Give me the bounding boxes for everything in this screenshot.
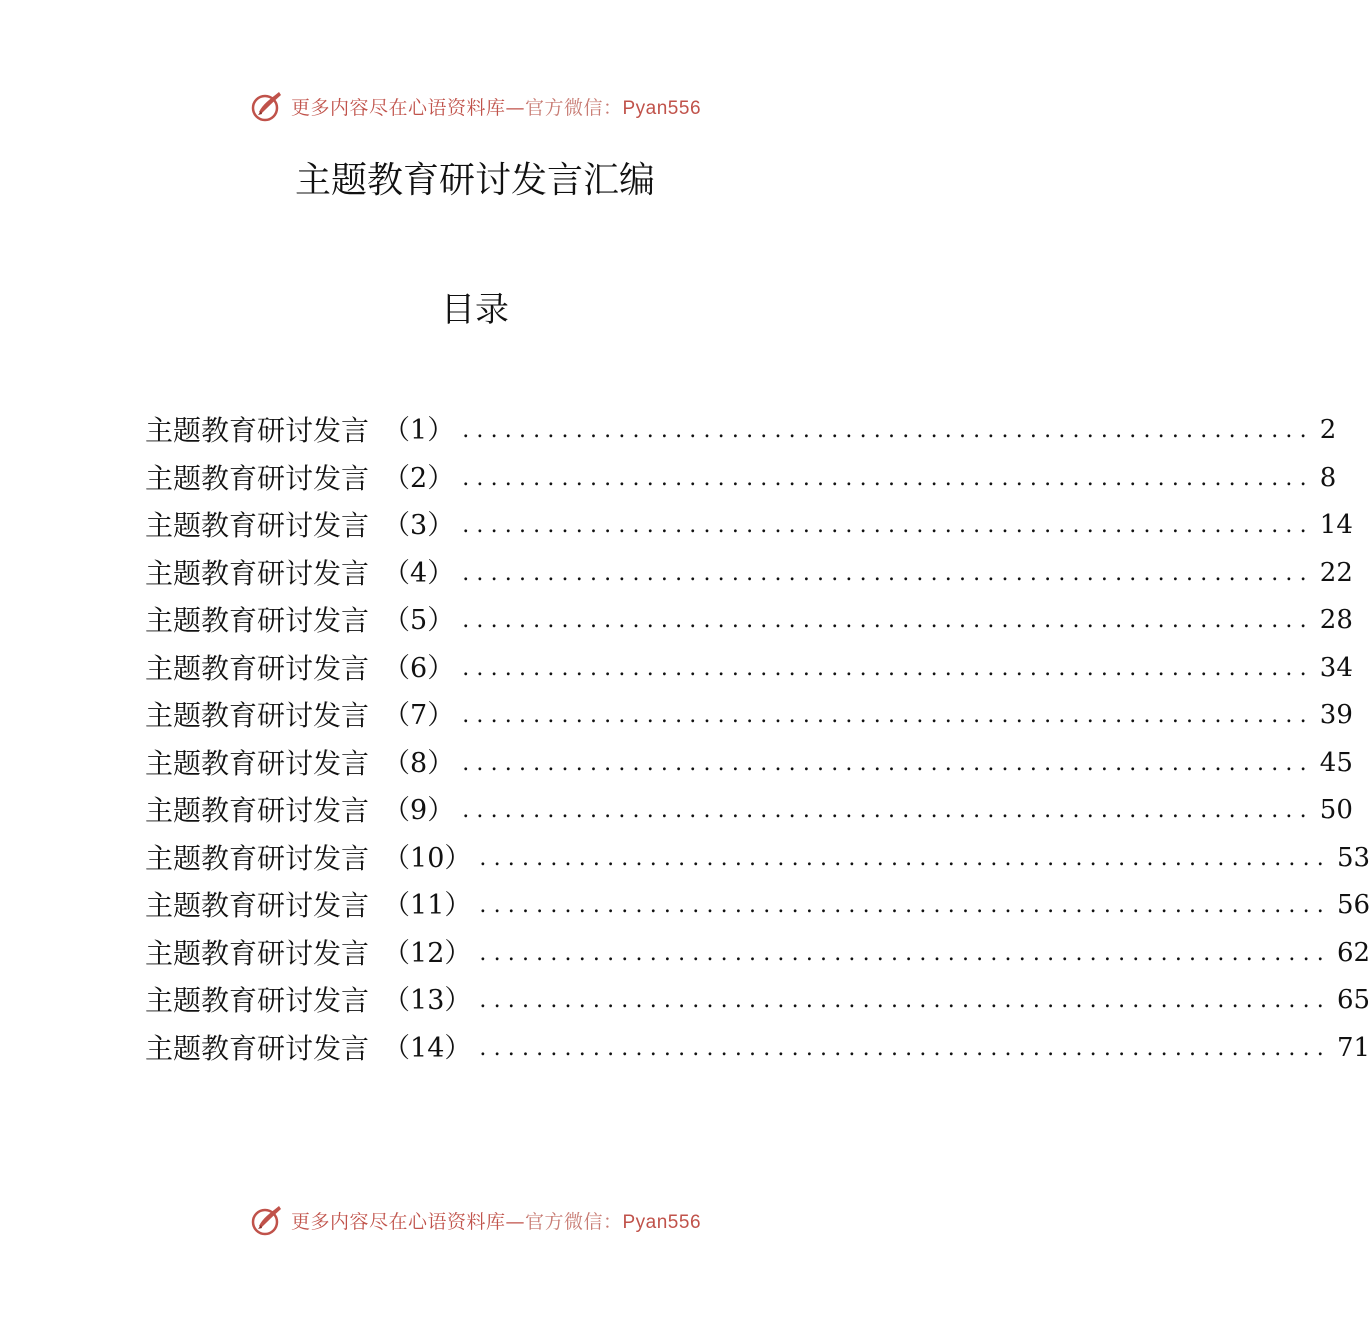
- toc-entry[interactable]: 主题教育研讨发言 （10） ............................................................ 53: [145, 835, 805, 883]
- toc-leader-dots: ............................................................: [479, 988, 1331, 1013]
- toc-page-number: 8: [1319, 462, 1337, 493]
- toc-page-number: 50: [1319, 795, 1353, 825]
- toc-entry[interactable]: 主题教育研讨发言 （11） ............................................................ 56: [145, 882, 805, 930]
- toc-leader-dots: ............................................................: [462, 465, 1314, 491]
- toc-page-number: 56: [1336, 890, 1370, 920]
- toc-leader-dots: ............................................................: [479, 940, 1331, 966]
- toc-entry[interactable]: 主题教育研讨发言 （9） ............................................................ 50: [145, 787, 805, 835]
- toc-page-number: 28: [1319, 605, 1353, 635]
- toc-entry[interactable]: 主题教育研讨发言 （2） ............................................................ 8: [145, 455, 805, 503]
- toc-page-number: 65: [1336, 985, 1370, 1015]
- toc-entry[interactable]: 主题教育研讨发言 （8） ............................................................ 45: [145, 740, 805, 788]
- toc-page-number: 2: [1319, 415, 1337, 445]
- toc-entry[interactable]: 主题教育研讨发言 （13） ............................................................ 65: [145, 977, 805, 1025]
- watermark-text: 更多内容尽在心语资料库—官方微信：Pyan556: [290, 96, 702, 119]
- table-of-contents: [145, 407, 1370, 1072]
- toc-entry[interactable]: 主题教育研讨发言 （3） ............................................................ 14: [145, 502, 805, 550]
- toc-leader-dots: ............................................................: [462, 608, 1314, 633]
- toc-entry[interactable]: 主题教育研讨发言 （1） ............................................................ 2: [145, 407, 805, 455]
- footer-watermark: [0, 1200, 950, 1240]
- toc-leader-dots: ............................................................: [462, 513, 1314, 538]
- toc-entry[interactable]: 主题教育研讨发言 （4） ............................................................ 22: [145, 550, 805, 598]
- toc-page-number: 14: [1319, 510, 1353, 540]
- toc-leader-dots: ............................................................: [479, 1035, 1331, 1061]
- toc-leader-dots: ............................................................: [479, 845, 1331, 871]
- toc-page-number: 22: [1319, 557, 1353, 588]
- pen-logo-icon: [249, 88, 285, 124]
- toc-entry[interactable]: 主题教育研讨发言 （14） ............................................................ 71: [145, 1025, 805, 1073]
- toc-leader-dots: ............................................................: [462, 418, 1314, 443]
- watermark-text: 更多内容尽在心语资料库—官方微信：Pyan556: [290, 1210, 702, 1233]
- toc-page-number: 53: [1336, 842, 1370, 873]
- toc-leader-dots: ............................................................: [462, 798, 1314, 823]
- toc-entry[interactable]: 主题教育研讨发言 （12） ............................................................ 62: [145, 930, 805, 978]
- toc-leader-dots: ............................................................: [479, 893, 1331, 918]
- toc-page-number: 62: [1336, 937, 1370, 968]
- toc-page-number: 45: [1319, 747, 1353, 778]
- toc-entry[interactable]: 主题教育研讨发言 （6） ............................................................ 34: [145, 645, 805, 693]
- toc-page-number: 71: [1336, 1032, 1370, 1063]
- toc-page-number: 34: [1319, 652, 1353, 683]
- document-title: 主题教育研讨发言汇编: [294, 160, 655, 201]
- toc-leader-dots: ............................................................: [462, 655, 1314, 681]
- toc-entry[interactable]: 主题教育研讨发言 （7） ............................................................ 39: [145, 692, 805, 740]
- toc-heading: 目录: [441, 290, 509, 330]
- header-watermark: [0, 86, 950, 126]
- pen-logo-icon: [249, 1202, 285, 1238]
- toc-leader-dots: ............................................................: [462, 703, 1314, 728]
- toc-entry[interactable]: 主题教育研讨发言 （5） ............................................................ 28: [145, 597, 805, 645]
- toc-leader-dots: ............................................................: [462, 750, 1314, 776]
- toc-page-number: 39: [1319, 700, 1353, 730]
- toc-leader-dots: ............................................................: [462, 560, 1314, 586]
